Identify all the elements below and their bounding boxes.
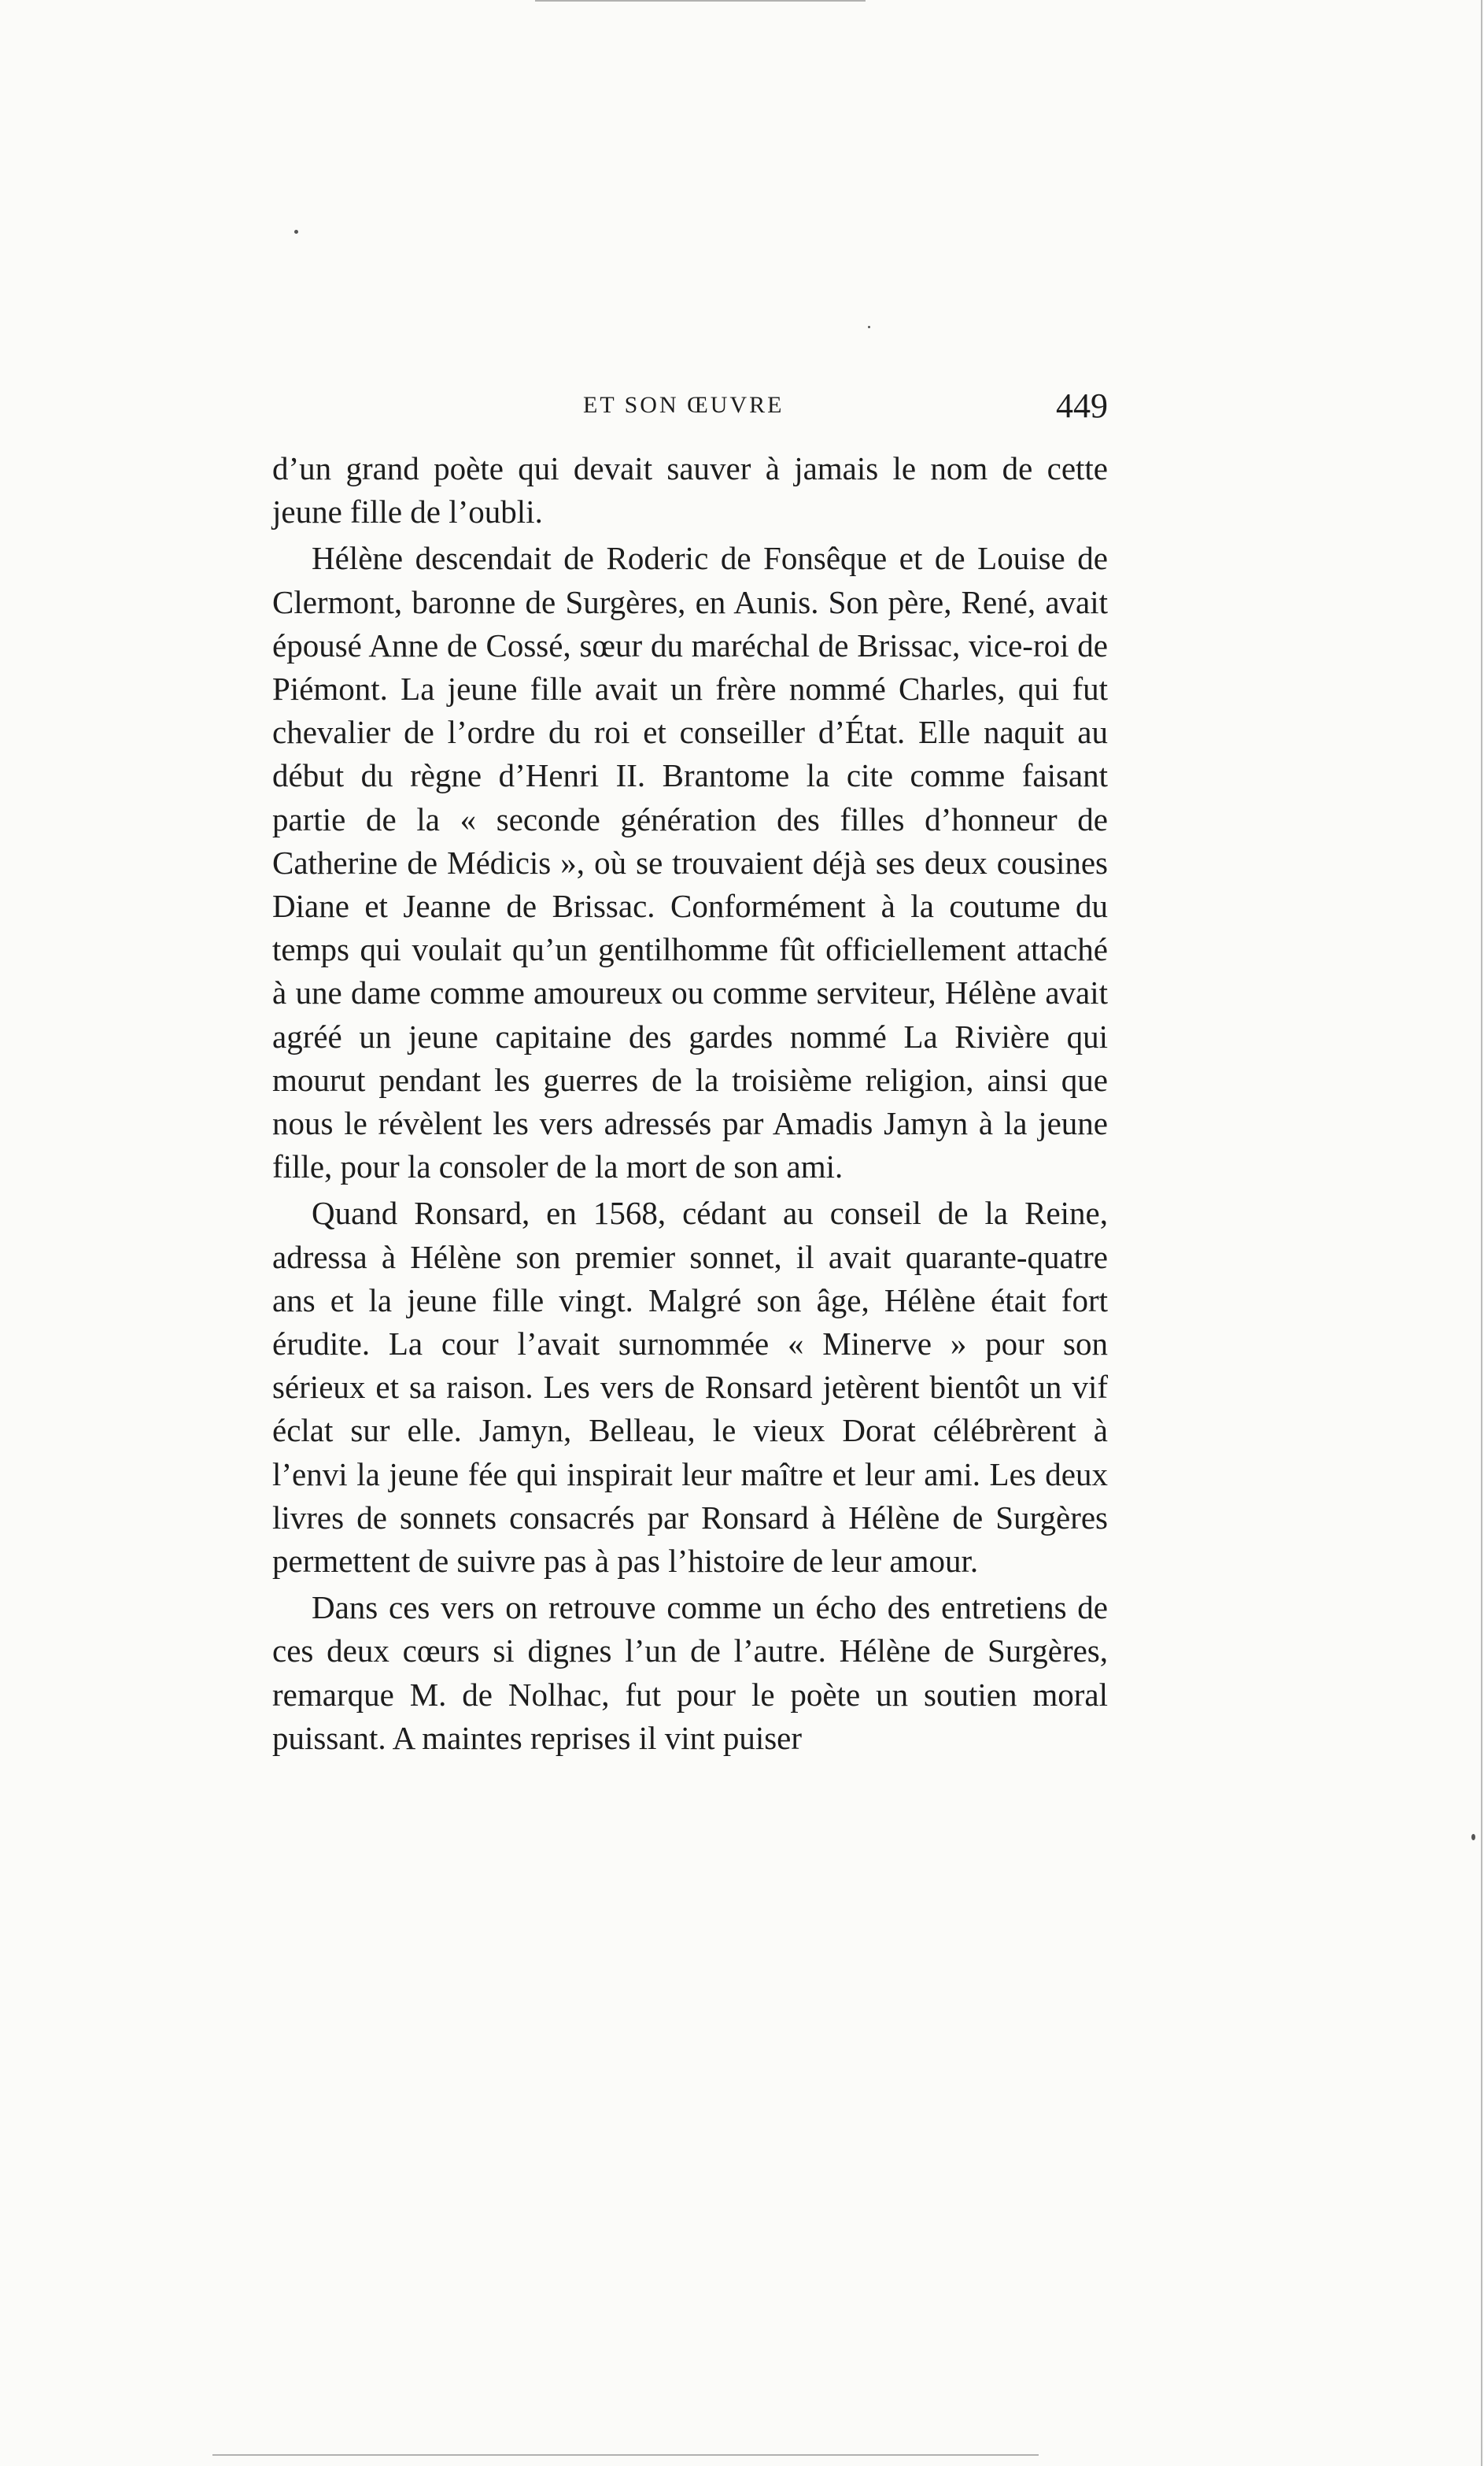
paragraph-echo-entretiens: Dans ces vers on retrouve comme un écho des entretiens de ces deux cœurs si dignes l’un de l’autre. Hélène de Surgères, remarque M. de Nolhac, fut pour le poète un soutien moral puissant. A maintes reprises il vint puiser bbox=[272, 1589, 1108, 1756]
speck bbox=[868, 326, 870, 328]
running-header bbox=[272, 386, 1108, 433]
scan-edge-top bbox=[535, 0, 866, 2]
page-number: 449 bbox=[1056, 386, 1108, 425]
body-text bbox=[272, 447, 1108, 1760]
scan-edge-bottom bbox=[212, 2454, 1039, 2456]
speck bbox=[1471, 1834, 1475, 1840]
paragraph-ronsard-sonnet: Quand Ronsard, en 1568, cédant au conseil de la Reine, adressa à Hélène son premier sonnet, il avait quarante-quatre ans et la jeune fille vingt. Malgré son âge, Hélène était fort érudite. La cour l’avait surnommée « Minerve » pour son sérieux et sa raison. Les vers de Ronsard jetèrent bientôt un vif éclat sur elle. Jamyn, Belleau, le vieux Dorat célébrèrent à l’envi la jeune fée qui inspirait leur maître et leur ami. Les deux livres de sonnets consacrés par Ronsard à Hélène de Surgères permettent de suivre pas à pas l’histoire de leur amour. bbox=[272, 1195, 1108, 1580]
paragraph-continuation: d’un grand poète qui devait sauver à jamais le nom de cette jeune fille de l’oubli. bbox=[272, 450, 1108, 531]
scan-edge-right bbox=[1481, 0, 1482, 2466]
paragraph-helene-origins: Hélène descendait de Roderic de Fonsêque et de Louise de Clermont, baronne de Surgères, en Aunis. Son père, René, avait épousé Anne de Cossé, sœur du maréchal de Brissac, vice-roi de Piémont. La jeune fille avait un frère nommé Charles, qui fut chevalier de l’ordre du roi et conseiller d’État. Elle naquit au début du règne d’Henri II. Brantome la cite comme faisant partie de la « seconde génération des filles d’honneur de Catherine de Médicis », où se trouvaient déjà ses deux cousines Diane et Jeanne de Brissac. Conformément à la coutume du temps qui voulait qu’un gentilhomme fût officiellement attaché à une dame comme amoureux ou comme serviteur, Hélène avait agréé un jeune capitaine des gardes nommé La Rivière qui mourut pendant les guerres de la troisième religion, ainsi que nous le révèlent les vers adressés par Amadis Jamyn à la jeune fille, pour la consoler de la mort de son ami. bbox=[272, 540, 1108, 1185]
speck bbox=[294, 230, 298, 234]
running-title: ET SON ŒUVRE bbox=[583, 392, 784, 418]
